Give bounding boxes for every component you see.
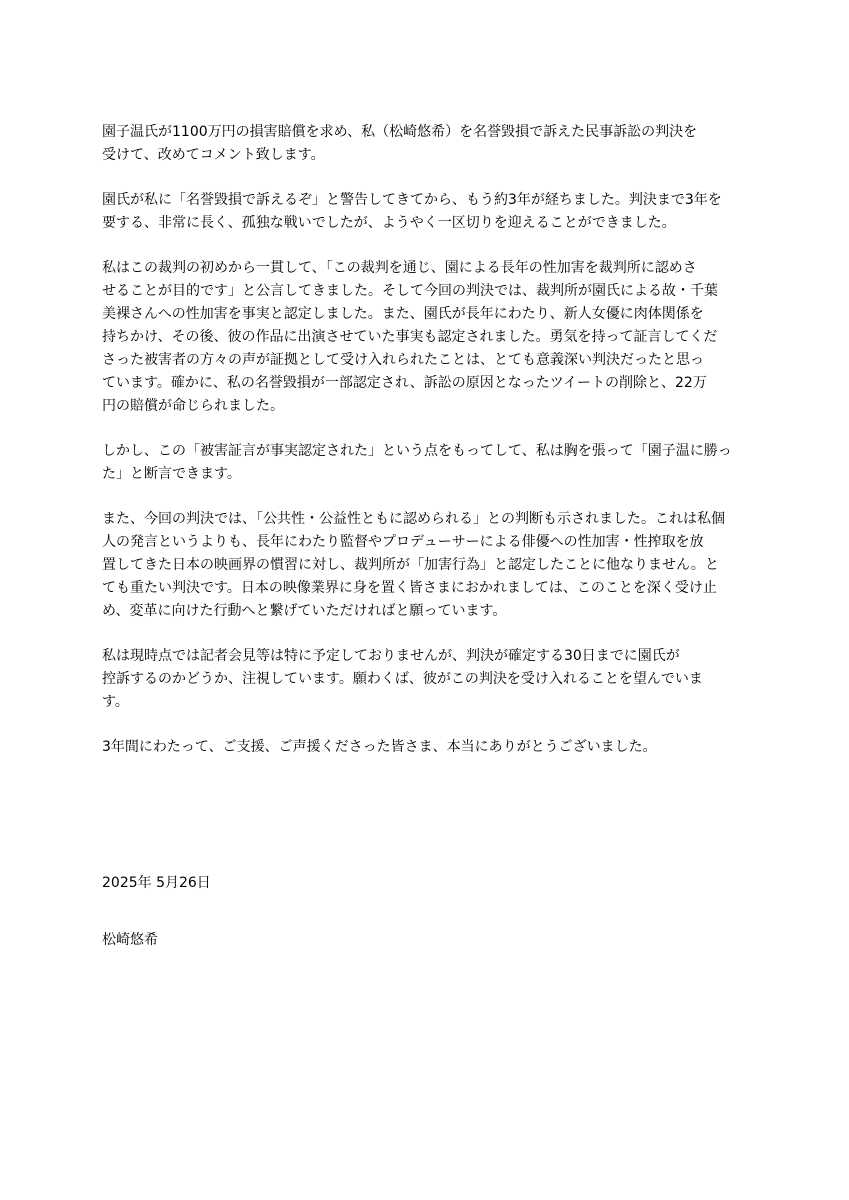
- paragraph-line: ています。確かに、私の名誉毀損が一部認定され、訴訟の原因となったツイートの削除と、22万: [102, 375, 707, 391]
- paragraph-line: 園氏が私に「名誉毀損で訴えるぞ」と警告してきてから、もう約3年が経ちました。判決まで3年を: [102, 192, 722, 208]
- paragraph-line: 受けて、改めてコメント致します。: [102, 147, 325, 163]
- paragraph-line: 人の発言というよりも、長年にわたり監督やプロデューサーによる俳優への性加害・性搾取を放: [102, 534, 704, 550]
- statement-body: [102, 121, 752, 781]
- paragraph-line: ても重たい判決です。日本の映像業界に身を置く皆さまにおかれましては、このことを深く受け止: [102, 580, 717, 596]
- paragraph-line: しかし、この「被害証言が事実認定された」という点をもってして、私は胸を張って「園子温に勝っ: [102, 443, 732, 459]
- paragraph-line: 控訴するのかどうか、注視しています。願わくば、彼がこの判決を受け入れることを望んでいま: [102, 671, 703, 687]
- paragraph-2: [102, 189, 752, 235]
- paragraph-line: た」と断言できます。: [102, 466, 241, 482]
- paragraph-line: 持ちかけ、その後、彼の作品に出演させていた事実も認定されました。勇気を持って証言してくだ: [102, 329, 718, 345]
- author-signature: 松崎悠希: [102, 932, 158, 948]
- paragraph-line: す。: [102, 694, 129, 710]
- statement-date: 2025年 5月26日: [102, 875, 211, 891]
- paragraph-line: さった被害者の方々の声が証拠として受け入れられたことは、とても意義深い判決だったと思っ: [102, 352, 704, 368]
- paragraph-3: [102, 257, 752, 418]
- paragraph-6: [102, 645, 752, 714]
- paragraph-line: せることが目的です」と公言してきました。そして今回の判決では、裁判所が園氏による故・千葉: [102, 283, 718, 299]
- paragraph-1: [102, 121, 752, 167]
- paragraph-4: [102, 440, 752, 486]
- paragraph-line: 置してきた日本の映画界の慣習に対し、裁判所が「加害行為」と認定したことに他なりません。と: [102, 557, 719, 573]
- paragraph-line: 園子温氏が1100万円の損害賠償を求め、私（松崎悠希）を名誉毀損で訴えた民事訴訟の判決を: [102, 124, 698, 140]
- paragraph-line: め、変革に向けた行動へと繋げていただければと願っています。: [102, 603, 507, 619]
- paragraph-line: 私はこの裁判の初めから一貫して、「この裁判を通じ、園による長年の性加害を裁判所に認めさ: [102, 260, 697, 276]
- paragraph-line: 要する、非常に長く、孤独な戦いでしたが、ようやく一区切りを迎えることができました。: [102, 215, 676, 231]
- paragraph-line: 私は現時点では記者会見等は特に予定しておりませんが、判決が確定する30日までに園氏が: [102, 648, 680, 664]
- paragraph-7: [102, 736, 752, 759]
- paragraph-5: [102, 508, 752, 623]
- paragraph-line: 美裸さんへの性加害を事実と認定しました。また、園氏が長年にわたり、新人女優に肉体関係を: [102, 306, 704, 322]
- paragraph-line: 3年間にわたって、ご支援、ご声援くださった皆さま、本当にありがとうございました。: [102, 739, 657, 755]
- paragraph-line: 円の賠償が命じられました。: [102, 398, 284, 414]
- paragraph-line: また、今回の判決では、「公共性・公益性ともに認められる」との判断も示されました。これは私個: [102, 511, 725, 527]
